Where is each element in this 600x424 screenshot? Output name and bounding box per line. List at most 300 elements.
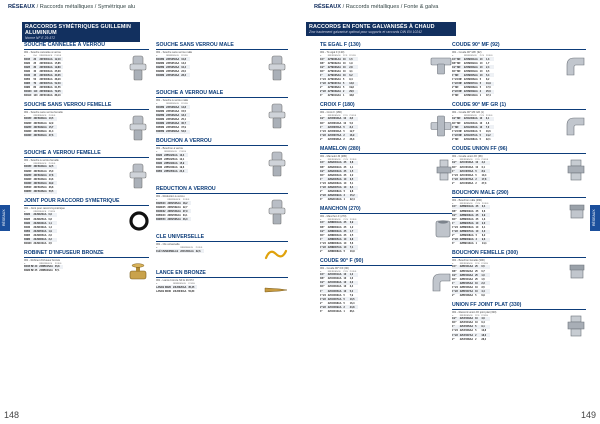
table-cell: 22TE003AA <box>327 65 341 69</box>
table-cell: 15,5 <box>181 109 186 113</box>
table-row[interactable] <box>24 190 57 194</box>
table-row[interactable] <box>24 125 57 129</box>
table-row[interactable] <box>452 285 490 289</box>
banner-title: RACCORDS SYMÉTRIQUES GUILLEMIN ALUMINIUM <box>25 24 132 36</box>
table-cell: DN25M <box>156 65 165 69</box>
table-row[interactable] <box>24 133 57 137</box>
column-header: POIDS <box>54 55 62 57</box>
table-row[interactable] <box>156 249 204 253</box>
table-row[interactable] <box>320 77 358 81</box>
union-icon <box>566 315 586 342</box>
product-section <box>320 258 452 314</box>
table-cell: 23BV020AA <box>164 153 178 157</box>
table-cell: 25 <box>344 161 350 165</box>
column-header: RÉFÉRENCE <box>33 162 47 165</box>
table-cell: 23JS080AA <box>33 238 47 242</box>
table-row[interactable] <box>320 293 358 297</box>
table-cell: 22CU006AA <box>459 173 474 177</box>
table-row[interactable] <box>452 230 490 234</box>
table-row[interactable] <box>452 65 494 69</box>
table-cell: 22CU007AA <box>459 177 474 181</box>
table-row[interactable] <box>156 69 190 73</box>
table-cell: 22CM006AA <box>463 78 478 82</box>
table-cell: 22MN007AA <box>327 245 342 249</box>
table-row[interactable] <box>320 90 358 94</box>
table-cell: 23RV040AA <box>167 209 181 213</box>
table-row[interactable] <box>156 201 191 205</box>
table-row[interactable] <box>452 337 490 341</box>
table-row[interactable] <box>320 133 358 137</box>
table-cell: 22MA007AA <box>327 186 342 190</box>
table-cell: 5 <box>480 82 486 86</box>
table-cell: 22BF008AA <box>459 294 474 298</box>
section-title: SOUCHE CANNELÉE À VERROU <box>24 42 149 50</box>
table-row[interactable] <box>452 181 490 185</box>
table-cell: 23FS063AA <box>166 117 180 121</box>
table-cell: 1"1/2 <box>320 245 326 249</box>
table-cell: 25 <box>475 217 479 221</box>
table-row[interactable] <box>156 209 191 213</box>
table-cell: 5 <box>343 293 345 297</box>
table-cell: 10 <box>476 221 482 225</box>
table-cell: 23JS100AA <box>33 242 47 246</box>
table-row[interactable] <box>452 69 494 73</box>
column-header: POIDS <box>48 210 55 213</box>
table-cell: 1"1/4 <box>452 329 458 333</box>
table-cell: 23LB040AA <box>173 289 187 293</box>
table-cell: 10 <box>475 281 481 285</box>
table-cell: 22CM005AA <box>463 73 478 77</box>
table-row[interactable] <box>320 241 358 245</box>
table-row[interactable] <box>452 90 494 94</box>
table-row[interactable] <box>320 198 358 202</box>
table-row[interactable] <box>320 82 358 86</box>
table-cell: 23JS065AA <box>33 233 47 237</box>
table-cell: DN20M <box>156 61 165 65</box>
table-cell: 3/4" <box>452 321 457 325</box>
table-cell: 10 <box>479 61 483 65</box>
table-row[interactable] <box>24 121 57 125</box>
table-row[interactable] <box>156 130 190 134</box>
product-section <box>320 146 452 202</box>
table-row[interactable] <box>156 113 190 117</box>
column-header: POIDS <box>179 151 187 153</box>
right-page <box>300 0 600 424</box>
table-cell: 22MA001AA <box>327 161 342 165</box>
product-section <box>24 250 149 288</box>
table-cell: 5 <box>343 82 349 86</box>
table-row[interactable] <box>24 177 57 181</box>
table-cell: 3" MF <box>452 94 459 98</box>
table-cell: 10 <box>475 161 481 165</box>
table-row[interactable] <box>452 125 494 129</box>
table-cell: 15,85 <box>54 61 61 65</box>
table-cell: DN15 <box>24 57 33 61</box>
table-cell: 5 <box>343 250 345 254</box>
table-row[interactable] <box>24 185 57 189</box>
table-row[interactable] <box>156 153 188 157</box>
table-cell: 23RV032AA <box>167 205 181 209</box>
table-row[interactable] <box>156 65 190 69</box>
table-row[interactable] <box>156 217 191 221</box>
table-cell: 10 <box>343 281 349 285</box>
sleeve-icon <box>434 219 452 244</box>
breadcrumb-root[interactable]: RÉSEAUX <box>8 4 36 10</box>
section-title: SOUCHE SANS VERROU FEMELLE <box>24 102 149 110</box>
table-cell: DN15F <box>24 165 32 169</box>
table-cell: 23FS004AA <box>39 69 53 73</box>
table-row[interactable] <box>24 69 63 73</box>
table-cell: 22CO007AA <box>327 297 342 301</box>
table-cell: 1" <box>320 237 328 241</box>
table-row[interactable] <box>24 77 63 81</box>
table-row[interactable] <box>24 242 57 246</box>
side-tab[interactable]: RÉSEAUX <box>0 205 10 231</box>
table-row[interactable] <box>452 94 494 98</box>
table-row[interactable] <box>452 294 490 298</box>
table-row[interactable] <box>24 165 57 169</box>
table-cell: 2" MF <box>452 137 459 141</box>
table-cell: 23FS064AA <box>166 121 180 125</box>
table-cell: 1"1/2 <box>452 289 458 293</box>
table-row[interactable] <box>156 213 191 217</box>
table-row[interactable] <box>156 109 190 113</box>
table-row[interactable] <box>24 265 63 269</box>
table-cell: 88,10 <box>54 94 61 98</box>
table-cell: 23FS051AA <box>166 61 180 65</box>
table-cell: 1,3 <box>481 217 486 221</box>
table-cell: 10,5 <box>49 117 57 121</box>
table-cell: 2 <box>476 238 482 242</box>
column-header: ø <box>24 114 26 117</box>
table-cell: DN32 <box>24 221 33 225</box>
table-cell: 34,1 <box>182 213 188 217</box>
table-cell: 6,4 <box>481 321 485 325</box>
product-section <box>24 42 149 98</box>
product-table <box>320 159 358 202</box>
table-cell: 22CM003AA <box>463 65 478 69</box>
table-row[interactable] <box>452 173 490 177</box>
table-row[interactable] <box>156 161 188 165</box>
table-cell: 0,8 <box>350 161 358 165</box>
column-header: ø <box>452 55 454 57</box>
table-cell: 22MN005AA <box>327 237 342 241</box>
column-header: PCS <box>475 262 480 265</box>
table-row[interactable] <box>156 165 188 169</box>
table-cell: 3,2 <box>48 238 56 242</box>
section-description: 001 - Té égal F (130) <box>320 51 345 54</box>
table-row[interactable] <box>24 269 63 273</box>
table-row[interactable] <box>24 169 57 173</box>
table-cell: 23RB020AA <box>39 269 53 273</box>
table-row[interactable] <box>156 125 190 129</box>
table-cell: 3/4" <box>452 217 457 221</box>
table-row[interactable] <box>452 77 494 81</box>
table-row[interactable] <box>452 61 494 65</box>
table-cell: 25 <box>475 209 479 213</box>
section-title: ROBINET D'INFUSEUR BRONZE <box>24 250 149 258</box>
table-cell: 10 <box>343 181 347 185</box>
table-cell: 14,2 <box>486 133 494 137</box>
table-row[interactable] <box>156 61 190 65</box>
table-row[interactable] <box>320 129 358 133</box>
table-cell: 2" <box>320 86 323 90</box>
table-row[interactable] <box>452 177 490 181</box>
table-row[interactable] <box>24 86 63 90</box>
table-cell: 6,4 <box>350 186 358 190</box>
table-cell: 22MN006AA <box>327 241 342 245</box>
section-description: 001 - Raccord union FF joint plat (330) <box>452 310 497 314</box>
table-cell: 13,4 <box>481 173 487 177</box>
table-cell: 2"1/2 MF <box>452 90 462 94</box>
table-cell: 1,2 <box>350 273 358 277</box>
column-header: RÉFÉRENCE <box>327 270 341 273</box>
table-row[interactable] <box>452 289 490 293</box>
section-description: 001 - Lance bronze NF E 29-572 <box>156 279 194 282</box>
table-cell: 1/4" <box>320 221 328 225</box>
table-row[interactable] <box>452 57 494 61</box>
product-table <box>320 55 358 98</box>
product-table <box>24 55 63 98</box>
table-cell: 10 <box>343 241 347 245</box>
column-header: RÉFÉRENCE <box>33 210 47 213</box>
table-cell: 13,2 <box>181 61 186 65</box>
table-cell: 22CO002AA <box>327 277 342 281</box>
table-cell: 3" <box>320 94 323 98</box>
table-cell: 1" <box>452 169 460 173</box>
table-cell: 12,1 <box>179 157 185 161</box>
column-header: RÉFÉRENCE <box>459 202 473 205</box>
table-cell: 25 <box>343 233 347 237</box>
table-cell: 10 <box>343 57 349 61</box>
table-cell: 10 <box>344 186 350 190</box>
table-cell: 10 <box>343 121 347 125</box>
table-cell: 19,8 <box>349 86 354 90</box>
table-cell: 0,9 <box>350 221 358 225</box>
table-row[interactable] <box>156 121 190 125</box>
table-cell: 1,6 <box>349 277 354 281</box>
product-table <box>320 115 358 142</box>
table-row[interactable] <box>156 105 190 109</box>
table-row[interactable] <box>156 117 190 121</box>
column-header: POIDS <box>349 270 357 273</box>
table-cell: 3/8" MF <box>452 61 461 65</box>
table-cell: 2"1/2 <box>320 90 326 94</box>
table-row[interactable] <box>452 238 490 242</box>
table-cell: 22CG007AA <box>463 133 478 137</box>
column-header: RÉFÉRENCE <box>180 247 194 249</box>
table-row[interactable] <box>320 186 358 190</box>
table-row[interactable] <box>320 181 358 185</box>
table-cell: 45 <box>33 73 39 77</box>
table-cell: 23FS060AA <box>166 105 180 109</box>
table-cell: 6,2 <box>349 73 357 77</box>
table-row[interactable] <box>24 65 63 69</box>
table-cell: 23RV025AA <box>167 201 181 205</box>
table-cell: 25 <box>343 225 347 229</box>
side-tab[interactable]: RÉSEAUX <box>590 205 600 231</box>
table-cell: 22CR004AA <box>327 121 342 125</box>
table-cell: 22UF005AA <box>459 325 474 329</box>
table-cell: 1,2 <box>349 225 354 229</box>
coupling-icon <box>266 151 288 182</box>
table-cell: 4,5 <box>48 242 52 246</box>
table-row[interactable] <box>452 242 490 246</box>
table-row[interactable] <box>452 82 494 86</box>
table-cell: 50,80 <box>188 289 195 293</box>
table-row[interactable] <box>452 225 490 229</box>
table-cell: 26,3 <box>349 137 355 141</box>
table-cell: 1/2" <box>320 169 328 173</box>
product-section <box>24 102 149 146</box>
table-cell: 5 <box>480 133 486 137</box>
table-cell: 50,5 <box>49 190 57 194</box>
table-cell: 23FS007AA <box>39 82 53 86</box>
table-row[interactable] <box>452 333 490 337</box>
table-row[interactable] <box>24 129 57 133</box>
table-row[interactable] <box>452 329 490 333</box>
table-cell: 32,6 <box>196 249 204 253</box>
table-cell: 46,0 <box>183 217 191 221</box>
table-cell: 22CR006AA <box>327 129 342 133</box>
table-cell: 29,9 <box>49 181 57 185</box>
table-cell: 3/4" <box>320 285 325 289</box>
table-cell: 1,0 <box>481 273 489 277</box>
table-cell: 10 <box>343 273 349 277</box>
table-cell: 12,5 <box>49 165 57 169</box>
table-cell: 10 <box>475 317 481 321</box>
table-cell: 23RV050AA <box>167 213 181 217</box>
table-row[interactable] <box>320 250 358 254</box>
table-row[interactable] <box>156 169 188 173</box>
table-cell: 10 <box>475 321 478 325</box>
column-header: RÉFÉRENCE <box>327 55 341 57</box>
table-row[interactable] <box>24 61 63 65</box>
column-header: POIDS <box>181 103 188 105</box>
table-row[interactable] <box>24 90 63 94</box>
table-row[interactable] <box>156 57 190 61</box>
table-cell: 2 <box>475 337 477 341</box>
table-cell: 22BM004AA <box>459 217 474 221</box>
table-cell: 22CO005AA <box>327 289 342 293</box>
table-cell: 2,2 <box>349 173 354 177</box>
section-title: COUDE UNION FF (96) <box>452 146 586 154</box>
table-cell: 70 <box>33 82 39 86</box>
table-cell: 27,6 <box>49 133 57 137</box>
column-header: RÉFÉRENCE <box>459 262 473 265</box>
table-cell: 23FS053AA <box>166 69 180 73</box>
table-row[interactable] <box>320 137 358 141</box>
table-cell: 10,5 <box>350 297 358 301</box>
table-row[interactable] <box>452 117 494 121</box>
table-cell: 10 <box>343 73 349 77</box>
table-cell: 3/8" <box>320 277 325 281</box>
table-cell: 22MN004AA <box>327 233 342 237</box>
table-row[interactable] <box>452 86 494 90</box>
table-cell: 1"1/4 <box>320 78 326 82</box>
table-cell: 1,9 <box>48 229 56 233</box>
table-cell: DN20F <box>24 169 32 173</box>
table-cell: 18,4 <box>181 113 189 117</box>
table-row[interactable] <box>452 129 494 133</box>
product-table <box>24 115 57 137</box>
column-header: RÉFÉRENCE <box>39 262 53 265</box>
table-row[interactable] <box>320 305 358 309</box>
table-row[interactable] <box>156 289 197 293</box>
table-row[interactable] <box>452 73 494 77</box>
table-row[interactable] <box>156 205 191 209</box>
table-row[interactable] <box>24 57 63 61</box>
table-cell: 29,5 <box>349 90 357 94</box>
column-header: RÉFÉRENCE <box>166 55 179 57</box>
table-row[interactable] <box>452 137 494 141</box>
breadcrumb-root[interactable]: RÉSEAUX <box>314 4 342 10</box>
table-cell: 22CM001AA <box>463 57 478 61</box>
table-row[interactable] <box>320 194 358 198</box>
product-section <box>156 270 288 301</box>
column-header: POIDS <box>181 55 188 57</box>
table-cell: 3/4" <box>320 173 325 177</box>
table-cell: 4,1 <box>349 69 353 73</box>
table-row[interactable] <box>24 82 63 86</box>
table-cell: 23FS062AA <box>166 113 180 117</box>
table-cell: 1" <box>452 221 460 225</box>
table-row[interactable] <box>24 173 57 177</box>
table-cell: 9,4 <box>349 78 353 82</box>
column-header: ø <box>320 114 322 117</box>
table-cell: 5 <box>343 129 345 133</box>
table-row[interactable] <box>24 73 63 77</box>
table-cell: 5 <box>343 190 345 194</box>
table-row[interactable] <box>320 94 358 98</box>
coupling-icon <box>266 103 288 134</box>
table-cell: 22TE006AA <box>327 78 341 82</box>
table-cell: 22UF006AA <box>459 329 474 333</box>
column-header: POIDS <box>182 199 190 201</box>
table-row[interactable] <box>156 285 197 289</box>
table-cell: 22CU004AA <box>459 165 474 169</box>
table-cell: 1" <box>320 125 328 129</box>
table-row[interactable] <box>156 73 190 77</box>
table-cell: 27,3 <box>481 181 487 185</box>
table-row[interactable] <box>24 94 63 98</box>
table-row[interactable] <box>320 309 358 313</box>
section-title: COUDE 90° F (90) <box>320 258 452 266</box>
table-cell: 0,6 <box>48 213 56 217</box>
table-row[interactable] <box>452 121 494 125</box>
table-row[interactable] <box>320 297 358 301</box>
product-section <box>24 150 149 194</box>
table-cell: 1,9 <box>349 61 353 65</box>
table-row[interactable] <box>24 181 57 185</box>
table-row[interactable] <box>156 157 188 161</box>
table-cell: 1/2" <box>452 317 460 321</box>
table-row[interactable] <box>24 117 57 121</box>
table-cell: 2,3 <box>350 281 358 285</box>
table-cell: 0,8 <box>48 217 52 221</box>
table-row[interactable] <box>452 133 494 137</box>
column-header: ø <box>320 218 322 221</box>
table-row[interactable] <box>320 245 358 249</box>
table-cell: 1"1/4 MF <box>452 129 462 133</box>
product-section <box>156 90 288 134</box>
column-header: POIDS <box>349 218 357 221</box>
section-title: CLÉ UNIVERSELLE <box>156 234 288 242</box>
product-table <box>320 271 358 314</box>
table-cell: 23RV065AA <box>167 217 181 221</box>
table-cell: 21,4 <box>48 129 54 133</box>
table-cell: 3,1 <box>486 117 494 121</box>
